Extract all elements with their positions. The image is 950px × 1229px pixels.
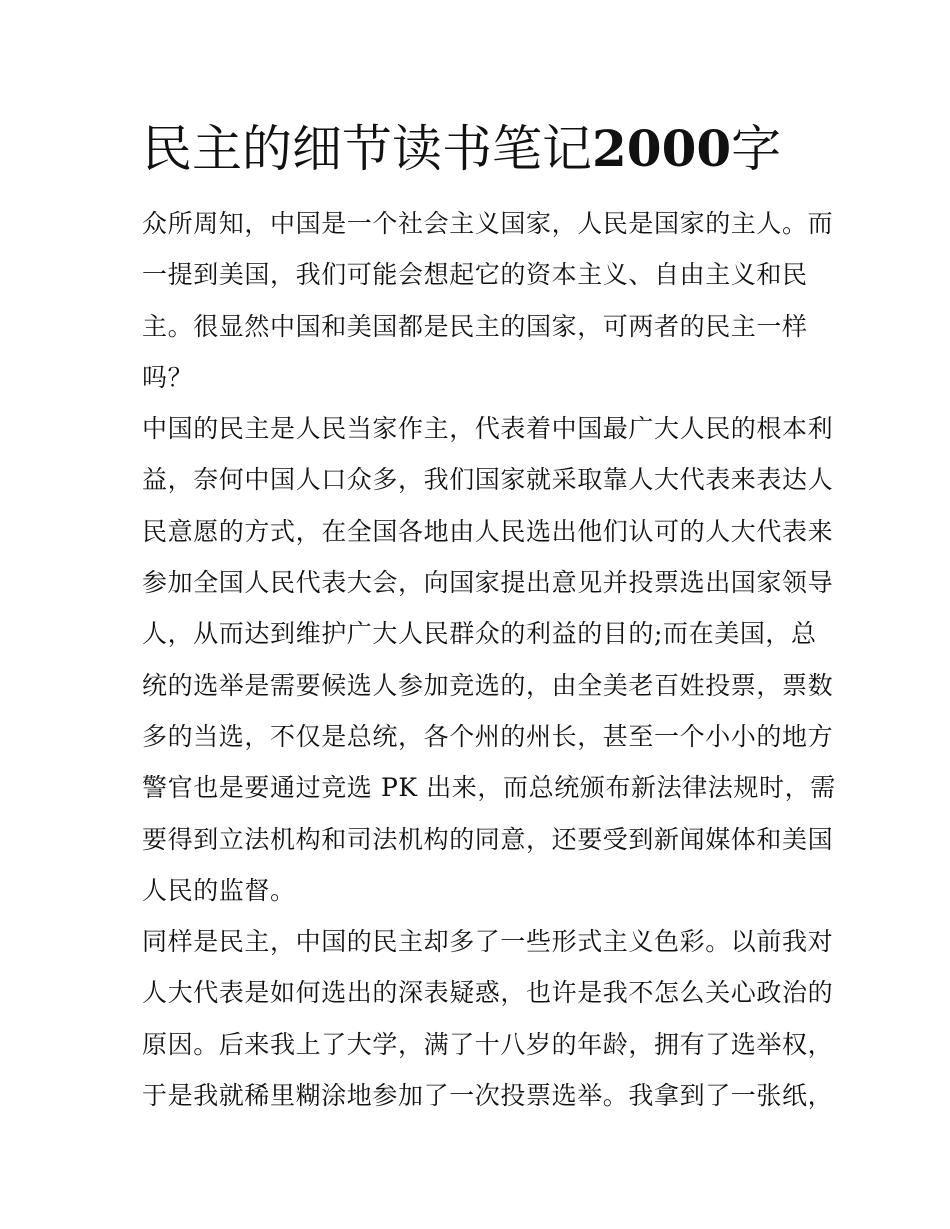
text-line-2: 一提到美国，我们可能会想起它的资本主义、自由主义和民 xyxy=(142,260,808,290)
text-line-8: 参加全国人民代表大会，向国家提出意见并投票选出国家领导 xyxy=(142,568,834,598)
text-line-11: 多的当选，不仅是总统，各个州的州长，甚至一个小小的地方 xyxy=(142,721,834,751)
text-line-10: 统的选举是需要候选人参加竞选的，由全美老百姓投票，票数 xyxy=(142,670,834,700)
text-line-15: 同样是民主，中国的民主却多了一些形式主义色彩。以前我对 xyxy=(142,927,834,957)
title-number: 2000 xyxy=(592,119,732,178)
text-line-13: 要得到立法机构和司法机构的同意，还要受到新闻媒体和美国 xyxy=(142,824,834,854)
text-line-7: 民意愿的方式，在全国各地由人民选出他们认可的人大代表来 xyxy=(142,516,834,546)
text-line-6: 益，奈何中国人口众多，我们国家就采取靠人大代表来表达人 xyxy=(142,465,834,495)
text-line-4: 吗？ xyxy=(142,362,194,392)
text-line-17: 原因。后来我上了大学，满了十八岁的年龄，拥有了选举权， xyxy=(142,1029,834,1059)
text-line-12: 警官也是要通过竞选 PK 出来，而总统颁布新法律法规时，需 xyxy=(142,773,836,803)
text-line-9: 人，从而达到维护广大人民群众的利益的目的;而在美国，总 xyxy=(142,619,817,649)
text-line-16: 人大代表是如何选出的深表疑惑，也许是我不怎么关心政治的 xyxy=(142,978,834,1008)
text-line-18: 于是我就稀里糊涂地参加了一次投票选举。我拿到了一张纸， xyxy=(142,1081,834,1111)
document-body xyxy=(142,198,836,1121)
text-line-1: 众所周知，中国是一个社会主义国家，人民是国家的主人。而 xyxy=(142,209,834,238)
text-line-3: 主。很显然中国和美国都是民主的国家，可两者的民主一样 xyxy=(142,311,808,341)
text-line-5: 中国的民主是人民当家作主，代表着中国最广大人民的根本利 xyxy=(142,414,834,444)
text-line-14: 人民的监督。 xyxy=(142,875,296,905)
document-title xyxy=(142,118,842,180)
title-suffix: 字 xyxy=(731,120,782,178)
title-text: 民主的细节读书笔记 xyxy=(142,120,592,178)
